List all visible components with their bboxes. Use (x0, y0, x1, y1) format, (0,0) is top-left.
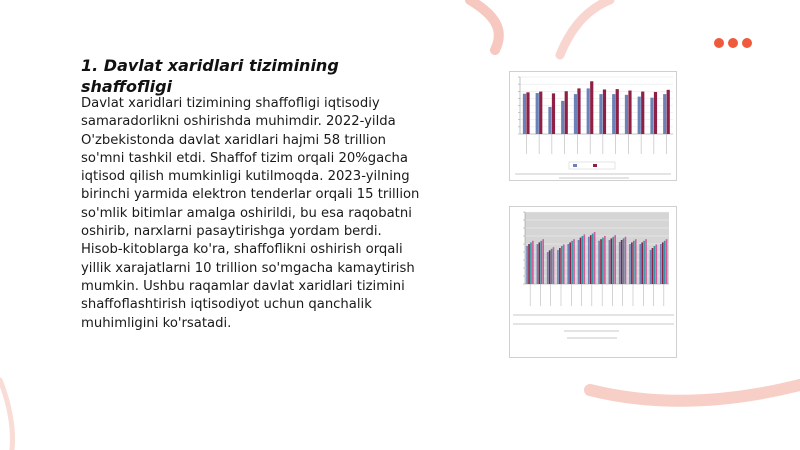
bar (547, 252, 549, 284)
bar (612, 94, 615, 134)
bar (621, 240, 623, 284)
bar (580, 238, 582, 284)
bar (641, 92, 644, 134)
bar (530, 242, 532, 284)
bar (523, 94, 526, 134)
bar-chart-bottom (509, 206, 677, 358)
bar (639, 244, 641, 284)
bar (603, 89, 606, 134)
bar (573, 239, 575, 284)
bar (548, 107, 551, 134)
bar (656, 244, 658, 284)
bar (542, 239, 544, 284)
bar (612, 237, 614, 284)
bar (559, 248, 561, 284)
bar (549, 250, 551, 284)
bar (567, 244, 569, 284)
bar (540, 241, 542, 284)
bar (654, 92, 657, 134)
bar (571, 241, 573, 284)
legend-swatch (573, 164, 577, 167)
bar (537, 244, 539, 284)
bar (660, 244, 662, 284)
bar (643, 241, 645, 284)
slide-paragraph: Davlat xaridlari tizimining shaffofligi iqtisodiy samaradorlikni oshirishda muhimdir. 2022-yilda O'zbekistonda davlat xaridlari hajmi 58 trillion so'mni tashkil etdi. Shaffof tizim orqali 20%gacha iqtisod qilish mumkinligi kutilmoqda. 2023-yilning birinchi yarmida elektron tenderlar orqali 15 trillion so'mlik bitimlar amalga oshirildi, bu esa raqobatni oshirib, narxlarni pasaytirishga yordam berdi. Hisob-kitoblarga ko'ra, shaffoflikni oshirish orqali yillik xarajatlarni 10 trillion so'mgacha kamaytirish mumkin. Ushbu raqamlar davlat xaridlari tizimini shaffoflashtirish iqtisodiyot uchun qanchalik muhimligini ko'rsatadi. (81, 96, 420, 331)
bar (532, 241, 534, 284)
bar (662, 242, 664, 284)
bar (602, 238, 604, 284)
bar-chart-top-svg (509, 71, 677, 181)
bar-chart-top (509, 71, 677, 181)
bar (526, 246, 528, 284)
bar (574, 94, 577, 134)
bar (526, 92, 529, 134)
bar (663, 94, 666, 134)
bar (592, 234, 594, 284)
bar (536, 93, 539, 134)
bar-chart-bottom-svg (509, 206, 677, 358)
bar (600, 239, 602, 284)
bar (611, 238, 613, 284)
bar (539, 92, 542, 134)
bar (650, 98, 653, 134)
bar (553, 247, 555, 284)
slide-title: 1. Davlat xaridlari tizimining shaffofligi (81, 56, 339, 96)
bar (528, 244, 530, 284)
bar (588, 237, 590, 284)
bar (631, 242, 633, 284)
bar (577, 88, 580, 134)
bar (584, 234, 586, 284)
bar (551, 249, 553, 284)
plot-area (525, 212, 669, 284)
bar (628, 91, 631, 134)
bar (561, 101, 564, 134)
bar (561, 246, 563, 284)
bar (625, 95, 628, 134)
bar (609, 240, 611, 284)
dot-icon (742, 38, 752, 48)
bar (667, 90, 670, 134)
bar (582, 236, 584, 284)
bar (604, 236, 606, 284)
bar (652, 248, 654, 284)
bar (578, 240, 580, 284)
bar (563, 244, 565, 284)
bar (594, 232, 596, 284)
bar (638, 97, 641, 134)
bar (635, 239, 637, 284)
decorative-dots (714, 38, 752, 48)
bar (645, 239, 647, 284)
bar (552, 93, 555, 134)
bar (590, 81, 593, 134)
bar (654, 246, 656, 284)
bar (569, 242, 571, 284)
bar (599, 94, 602, 134)
bar (625, 237, 627, 284)
bar (598, 241, 600, 284)
bar (641, 242, 643, 284)
bar (664, 241, 666, 284)
bar (619, 242, 621, 284)
bar (616, 89, 619, 134)
bar (629, 244, 631, 284)
dot-icon (728, 38, 738, 48)
bar (650, 250, 652, 284)
bar (633, 241, 635, 284)
bar (565, 91, 568, 134)
bar (590, 235, 592, 284)
dot-icon (714, 38, 724, 48)
bar (557, 250, 559, 284)
bar (539, 242, 541, 284)
bar (623, 238, 625, 284)
bar (614, 235, 616, 284)
bar (587, 88, 590, 134)
legend-swatch (593, 164, 597, 167)
bar (666, 239, 668, 284)
